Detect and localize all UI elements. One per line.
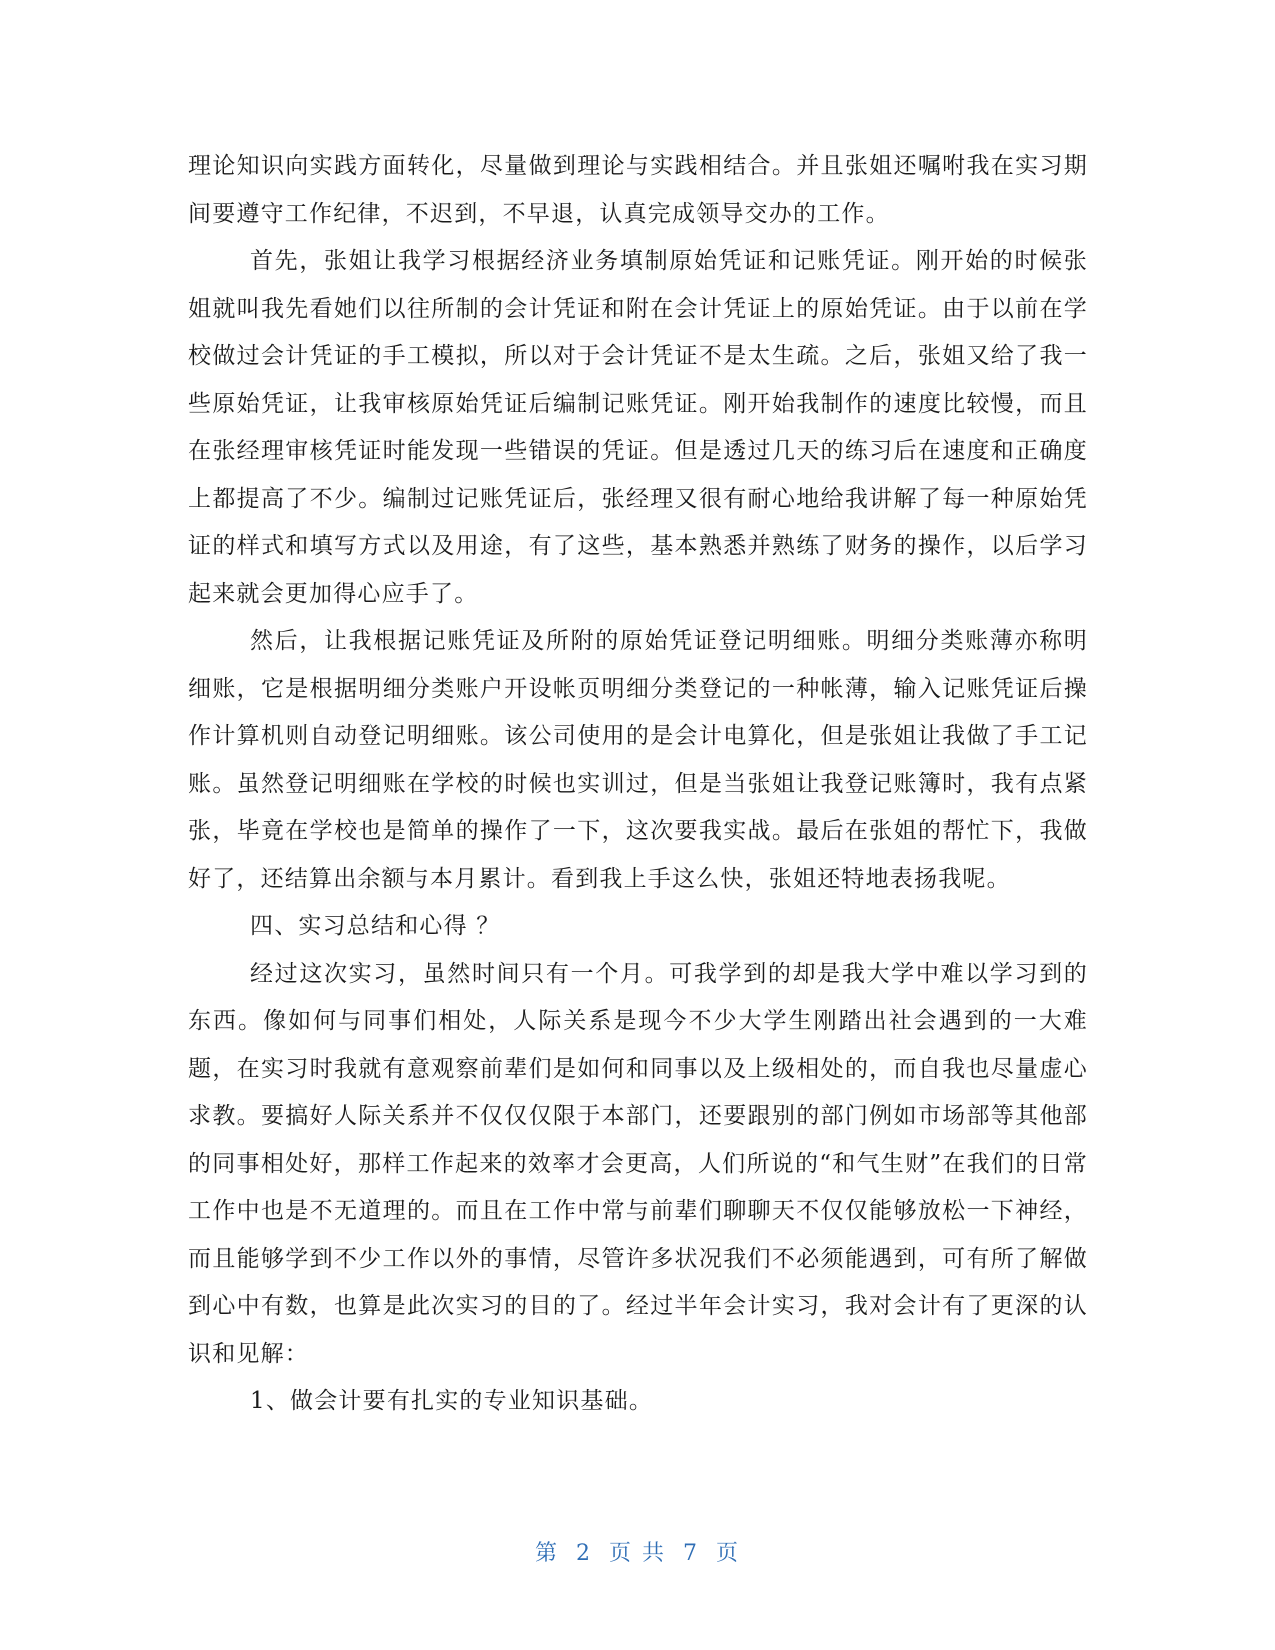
paragraph-3: 然后，让我根据记账凭证及所附的原始凭证登记明细账。明细分类账薄亦称明细账，它是根据明细分类账户开设帐页明细分类登记的一种帐薄，输入记账凭证后操作计算机则自动登记明细账。该公司使用的是会计电算化，但是张姐让我做了手工记账。虽然登记明细账在学校的时候也实训过，但是当张姐让我登记账簿时，我有点紧张，毕竟在学校也是简单的操作了一下，这次要我实战。最后在张姐的帮忙下，我做好了，还结算出余额与本月累计。看到我上手这么快，张姐还特地表扬我呢。	[188, 628, 1088, 892]
paragraph-4: 经过这次实习，虽然时间只有一个月。可我学到的却是我大学中难以学习到的东西。像如何与同事们相处，人际关系是现今不少大学生刚踏出社会遇到的一大难题，在实习时我就有意观察前辈们是如何和同事以及上级相处的，而自我也尽量虚心求教。要搞好人际关系并不仅仅仅限于本部门，还要跟别的部门例如市场部等其他部的同事相处好，那样工作起来的效率才会更高，人们所说的“和气生财”在我们的日常工作中也是不无道理的。而且在工作中常与前辈们聊聊天不仅仅能够放松一下神经，而且能够学到不少工作以外的事情，尽管许多状况我们不必须能遇到，可有所了解做到心中有数，也算是此次实习的目的了。经过半年会计实习，我对会计有了更深的认识和见解：	[188, 960, 1088, 1367]
page-label-suffix: 页	[716, 1541, 741, 1566]
document-body	[188, 143, 1088, 1426]
list-item-1: 1、做会计要有扎实的专业知识基础。	[250, 1388, 654, 1414]
page-label-mid: 页 共	[609, 1541, 666, 1566]
page-current-number: 2	[576, 1541, 592, 1566]
page-label-prefix: 第	[534, 1541, 559, 1566]
section-heading: 四、实习总结和心得 ？	[250, 913, 501, 939]
page-total-number: 7	[683, 1541, 699, 1566]
paragraph-1: 理论知识向实践方面转化，尽量做到理论与实践相结合。并且张姐还嘱咐我在实习期间要遵守工作纪律，不迟到，不早退，认真完成领导交办的工作。	[188, 153, 1088, 227]
paragraph-2: 首先，张姐让我学习根据经济业务填制原始凭证和记账凭证。刚开始的时候张姐就叫我先看她们以往所制的会计凭证和附在会计凭证上的原始凭证。由于以前在学校做过会计凭证的手工模拟，所以对于会计凭证不是太生疏。之后，张姐又给了我一些原始凭证，让我审核原始凭证后编制记账凭证。刚开始我制作的速度比较慢，而且在张经理审核凭证时能发现一些错误的凭证。但是透过几天的练习后在速度和正确度上都提高了不少。编制过记账凭证后，张经理又很有耐心地给我讲解了每一种原始凭证的样式和填写方式以及用途，有了这些，基本熟悉并熟练了财务的操作，以后学习起来就会更加得心应手了。	[188, 248, 1088, 607]
page-footer	[0, 1536, 1275, 1567]
